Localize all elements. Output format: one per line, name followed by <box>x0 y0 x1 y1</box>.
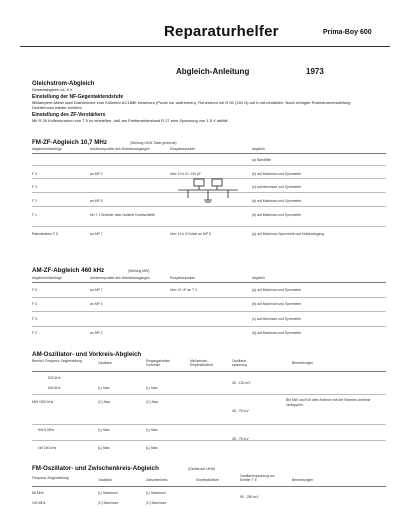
subtitle: Abgleich-Anleitung <box>176 67 250 76</box>
fm-zf-cell: F 2 <box>32 199 37 203</box>
fm-osc-col-4: Empfindlichkeit <box>196 478 219 482</box>
fm-osc-cell: (L) Maximum <box>98 491 118 495</box>
fm-osc-col-3: Zwischenkreis <box>146 478 168 482</box>
am-osc-cell: (L) Max. <box>98 446 111 450</box>
fm-zf-cell: (a) auf Maximum Symmetrie und Nulldurchgang <box>252 232 324 236</box>
fm-zf-cell: (e) auf Maximum und Symmetrie <box>252 213 302 217</box>
fm-osc-col-1: Frequenz Zeigerstellung <box>32 476 69 480</box>
am-osc-cell: (C) Max. <box>98 400 111 404</box>
intro-text-3: Mit R 26 Kollektorstrom von T 5 so einstellen, daß am Emitterwiderstand R 27 eine Spannung von 1,5 V abfällt. <box>32 118 229 123</box>
am-zf-note: (Stellung MW) <box>128 269 150 273</box>
fm-osc-note: (Geräte auf UKW) <box>188 467 216 471</box>
am-zf-cell: (b) auf Maximum und Symmetrie <box>252 302 302 306</box>
fm-osc-col-6: Bemerkungen <box>292 478 314 482</box>
am-zf-cell: an MP 7 <box>90 288 103 292</box>
am-osc-cell: (C) Max. <box>146 400 159 404</box>
am-osc-col-2: Oszillator <box>98 361 113 365</box>
fm-zf-cell: an MP 7 <box>90 232 103 236</box>
fm-zf-title: FM-ZF-Abgleich 10,7 MHz <box>32 139 107 146</box>
fm-zf-cell: (d) auf Maximum und Symmetrie <box>252 199 302 203</box>
fm-zf-header-rule <box>32 153 386 154</box>
fm-zf-note: (Stellung UKW-Taste gedrückt) <box>130 141 177 145</box>
am-osc-title: AM-Oszillator- und Vorkreis-Abgleich <box>32 351 142 358</box>
fm-zf-cell: bei T 1 Wobbler über Isolierte Drahtschleife <box>90 213 156 217</box>
fm-zf-cell: F 4 <box>32 172 37 176</box>
intro-heading-2: Einstellung der NF-Gegentaktendstufe <box>32 94 124 100</box>
row-rule <box>32 297 386 298</box>
fm-zf-cell: (b) auf Maximum und Symmetrie <box>252 172 302 176</box>
row-rule <box>32 394 386 395</box>
am-osc-header-rule <box>32 371 386 372</box>
am-osc-cell: (L) Max. <box>146 386 159 390</box>
am-osc-col-6: Bemerkungen <box>292 361 314 365</box>
am-osc-cell: 600 kHz <box>48 386 61 390</box>
fm-zf-col-1: Abgleichreihenfolge <box>32 147 62 151</box>
row-rule <box>32 206 386 207</box>
am-zf-cell: F 5 <box>32 288 37 292</box>
fm-osc-col-2: Oszillator <box>98 478 113 482</box>
fm-zf-cell: über 10 k Ω Kabel an MP 8 <box>170 232 211 236</box>
am-osc-cell: (L) Max. <box>146 428 159 432</box>
am-osc-cell: (L) Max. <box>98 428 111 432</box>
fm-zf-cell: an MP 5 <box>90 199 103 203</box>
am-osc-cell: 520 kHz <box>48 376 61 380</box>
intro-text-2: Milliampere-Meter statt Drahtbrücke zum Kollektor AC188K einsetzen (Punkt nur auftrennen). Ruhestrom mit R 50 (150 Ω) auf 6 mA einstellen. Nach erfolgter Ruhestromeinstellung Drahtbrücke wieder einlöten. <box>32 100 351 110</box>
am-zf-cell: (c) auf Maximum und Symmetrie <box>252 317 301 321</box>
row-rule <box>32 311 386 312</box>
am-zf-cell: F 2 <box>32 331 37 335</box>
fm-zf-col-3: Einspeisepunkte <box>170 147 195 151</box>
am-osc-cell: (L) Max. <box>98 386 111 390</box>
am-osc-cell: 45 - 75 mV <box>232 409 249 413</box>
am-zf-col-3: Einspeisepunkte <box>170 276 195 280</box>
am-zf-header-rule <box>32 282 386 283</box>
am-zf-col-4: Abgleich <box>252 276 266 280</box>
fm-zf-cell: F 3 <box>32 185 37 189</box>
fm-zf-cell: (c) auf Maximum und Symmetrie <box>252 185 301 189</box>
am-osc-col-5: Oszillator-spannung <box>232 359 248 367</box>
fm-zf-cell: Ratiodetektor F 5 <box>32 232 59 236</box>
intro-text-1: Gesamtabgleich ca. 6 V <box>32 88 73 92</box>
header-rule <box>20 46 390 47</box>
am-zf-cell: F 4 <box>32 302 37 306</box>
am-osc-col-1: Bereich, Frequenz Zeigerstellung <box>32 359 82 363</box>
fm-osc-cell: 88 MHz <box>32 491 44 495</box>
year: 1973 <box>306 67 324 76</box>
am-osc-cell: 45 - 75 mV <box>232 437 249 441</box>
am-osc-col-3: Eingangskreise/ Vorkreise <box>146 359 171 367</box>
circuit-diagram <box>178 176 240 206</box>
fm-osc-cell: (L) Maximum <box>146 491 166 495</box>
am-zf-cell: über 47 nF an T 4 <box>170 288 197 292</box>
am-osc-cell: 45 - 100 mV <box>232 381 251 385</box>
page-title: Reparaturhelfer <box>164 23 279 40</box>
am-zf-cell: F 3 <box>32 317 37 321</box>
row-rule <box>32 326 386 327</box>
fm-osc-cell: 90 - 250 mV <box>240 495 259 499</box>
fm-zf-cell: über 10 k Ω / 100 pF <box>170 172 201 176</box>
am-zf-col-1: Abgleichreihenfolge <box>32 276 62 280</box>
fm-osc-cell: 100 MHz <box>32 501 46 505</box>
fm-osc-cell: (C) Maximum <box>98 501 119 505</box>
row-rule <box>32 165 386 166</box>
row-rule <box>32 424 386 425</box>
intro-heading-1: Gleichstrom-Abgleich <box>32 81 95 87</box>
fm-osc-cell: (C) Maximum <box>146 501 167 505</box>
am-osc-cell: (L) Max. <box>146 446 159 450</box>
intro-heading-3: Einstellung des ZF-Verstärkers <box>32 112 106 118</box>
fm-zf-col-4: Abgleich <box>252 147 266 151</box>
am-osc-cell: LW 160 kHz <box>38 446 57 450</box>
am-zf-cell: (a) auf Maximum und Symmetrie <box>252 288 302 292</box>
am-osc-cell: KW 6 MHz <box>38 428 55 432</box>
fm-zf-cell: (a) Bandfilter <box>252 158 272 162</box>
am-osc-cell: MW 1500 kHz <box>32 400 54 404</box>
am-zf-cell: an MP 2 <box>90 331 103 335</box>
am-zf-cell: (d) auf Maximum und Symmetrie <box>252 331 302 335</box>
am-zf-col-2: Anklemmpunkte des Wobbelausganges <box>90 276 150 280</box>
fm-osc-col-5: Oszillatorspannung am Emitter T 6 <box>240 474 275 482</box>
am-osc-cell: Bei MW und KW über Antenne mit der Rahmen-antenne verkoppeln. <box>286 398 371 407</box>
model-name: Prima-Boy 600 <box>323 29 372 36</box>
am-osc-col-4: Meßsender-Empfindlichkeit <box>190 359 213 367</box>
am-zf-cell: an MP 4 <box>90 302 103 306</box>
row-rule <box>32 226 386 227</box>
row-rule <box>32 440 386 441</box>
fm-zf-cell: F 1 <box>32 213 37 217</box>
fm-osc-header-rule <box>32 486 386 487</box>
fm-zf-cell: an MP 2 <box>90 172 103 176</box>
fm-osc-title: FM-Oszillator- und Zwischenkreis-Abgleich <box>32 465 159 472</box>
am-zf-title: AM-ZF-Abgleich 460 kHz <box>32 267 105 274</box>
fm-zf-col-2: Anklemmpunkte des Wobbelausganges <box>90 147 150 151</box>
